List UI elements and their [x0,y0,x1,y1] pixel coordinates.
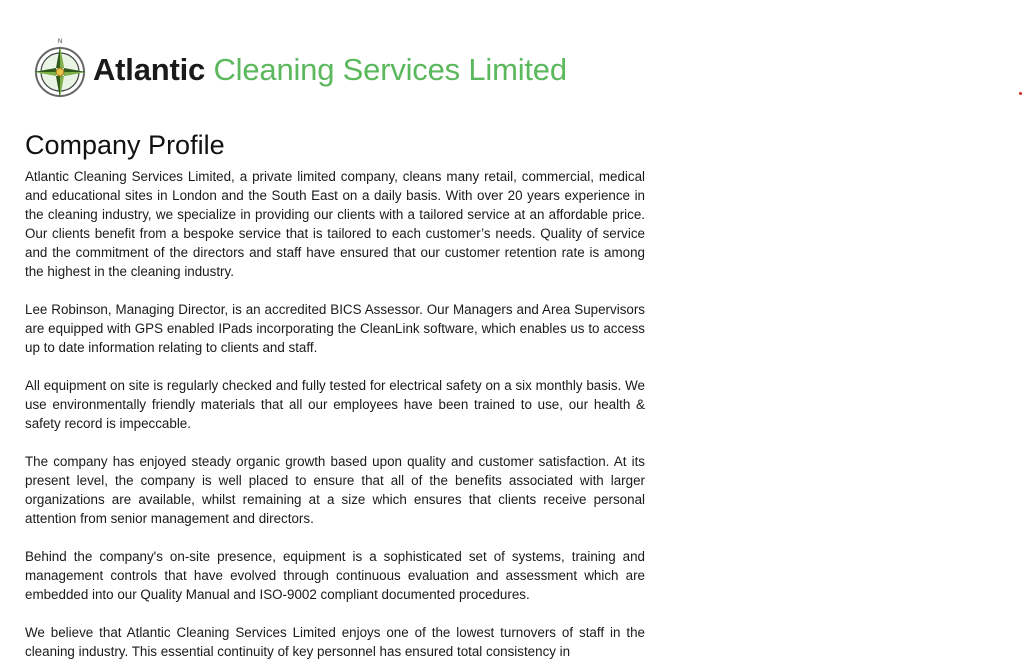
paragraph: Lee Robinson, Managing Director, is an accredited BICS Assessor. Our Managers and Area Supervisors are equipped with GPS enabled IPads incorporating the CleanLink software, which enables us to access up to date information relating to clients and staff. [25,302,645,355]
paragraph: Atlantic Cleaning Services Limited, a private limited company, cleans many retail, commercial, medical and educational sites in London and the South East on a daily basis. With over 20 years experience in the cleaning industry, we specialize in providing our clients with a tailored service at an affordable price. Our clients benefit from a bespoke service that is tailored to each customer’s needs. Quality of service and the commitment of the directors and staff have ensured that our customer retention rate is among the highest in the cleaning industry. [25,169,645,279]
svg-text:N: N [57,39,63,45]
document-body [25,167,645,662]
compass-icon [32,36,88,100]
paragraph: All equipment on site is regularly checked and fully tested for electrical safety on a six monthly basis. We use environmentally friendly materials that all our employees have been trained to use, our health & safety record is impeccable. [25,378,645,431]
brand-name-rest: Cleaning Services Limited [213,52,567,87]
company-brand [93,50,567,90]
page-title: Company Profile [25,130,225,160]
paragraph: Behind the company's on-site presence, equipment is a sophisticated set of systems, training and management controls that have evolved through continuous evaluation and assessment which are embedded into our Quality Manual and ISO-9002 compliant documented procedures. [25,549,645,602]
red-dot-marker [1019,92,1022,95]
paragraph: We believe that Atlantic Cleaning Services Limited enjoys one of the lowest turnovers of staff in the cleaning industry. This essential continuity of key personnel has ensured total consistency in [25,625,645,659]
brand-name-bold: Atlantic [93,52,206,87]
paragraph: The company has enjoyed steady organic growth based upon quality and customer satisfaction. At its present level, the company is well placed to ensure that all of the benefits associated with larger organizations are available, whilst remaining at a size which ensures that clients receive personal attention from senior management and directors. [25,454,645,526]
